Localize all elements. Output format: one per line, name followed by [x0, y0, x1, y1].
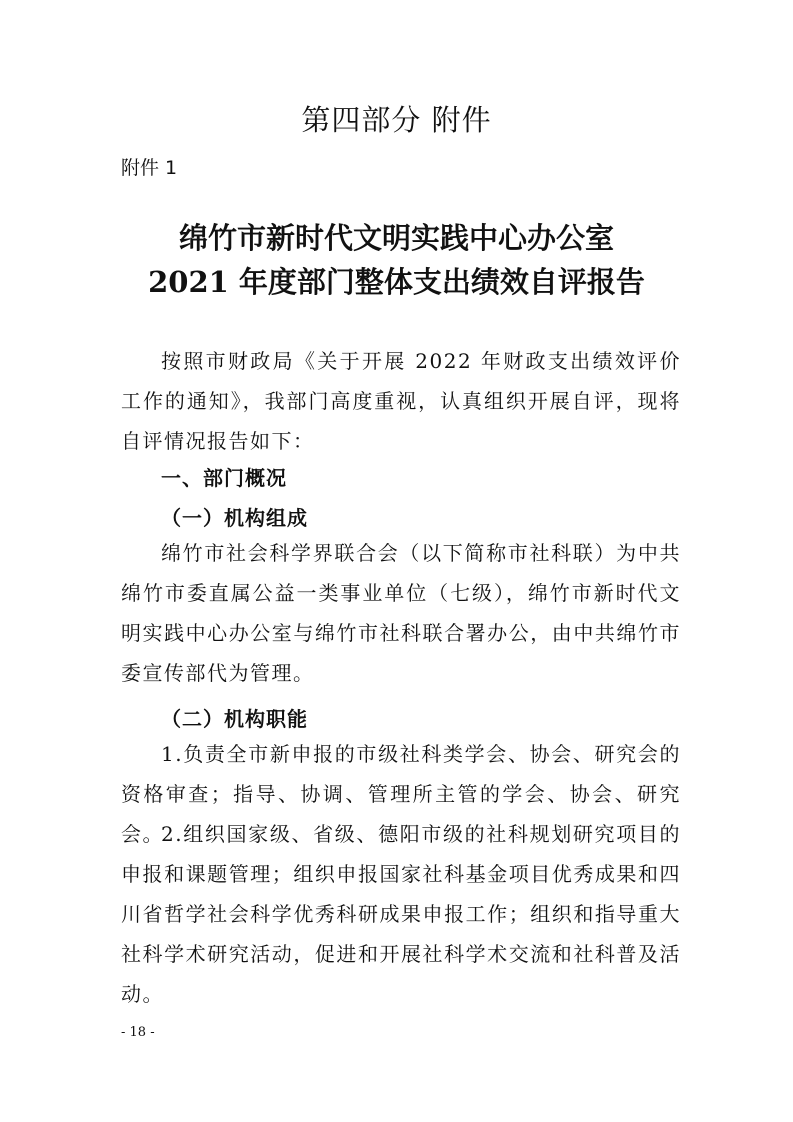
intro-paragraph: 按照市财政局《关于开展 2022 年财政支出绩效评价工作的通知》，我部门高度重视，认真组织开展自评，现将自评情况报告如下：: [121, 349, 681, 453]
function-item-2: 2.组织国家级、省级、德阳市级的社科规划研究项目的申报和课题管理；组织申报国家社科基金项目优秀成果和四川省哲学社会科学优秀科研成果申报工作；组织和指导重大社科学术研究活动，促进和开展社科学术交流和社科普及活动。: [121, 822, 681, 1006]
part-title: 第四部分 附件: [301, 103, 492, 137]
section-heading-overview: 一、部门概况: [161, 466, 287, 490]
report-title-line1: 绵竹市新时代文明实践中心办公室: [178, 221, 614, 255]
function-item-1: 1.负责全市新申报的市级社科类学会、协会、研究会的资格审查；指导、协调、管理所主管的学会、协会、研究会。: [121, 742, 681, 846]
report-title: [0, 216, 793, 304]
attachment-label: 附件 1: [121, 157, 178, 179]
page-number: - 18 -: [121, 1025, 155, 1040]
report-title-line2: 2021 年度部门整体支出绩效自评报告: [148, 265, 645, 299]
subsection-heading-organization: （一）机构组成: [161, 506, 308, 530]
organization-paragraph: 绵竹市社会科学界联合会（以下简称市社科联）为中共绵竹市委直属公益一类事业单位（七级），绵竹市新时代文明实践中心办公室与绵竹市社科联合署办公，由中共绵竹市委宣传部代为管理。: [121, 541, 681, 685]
subsection-heading-functions: （二）机构职能: [161, 707, 308, 731]
